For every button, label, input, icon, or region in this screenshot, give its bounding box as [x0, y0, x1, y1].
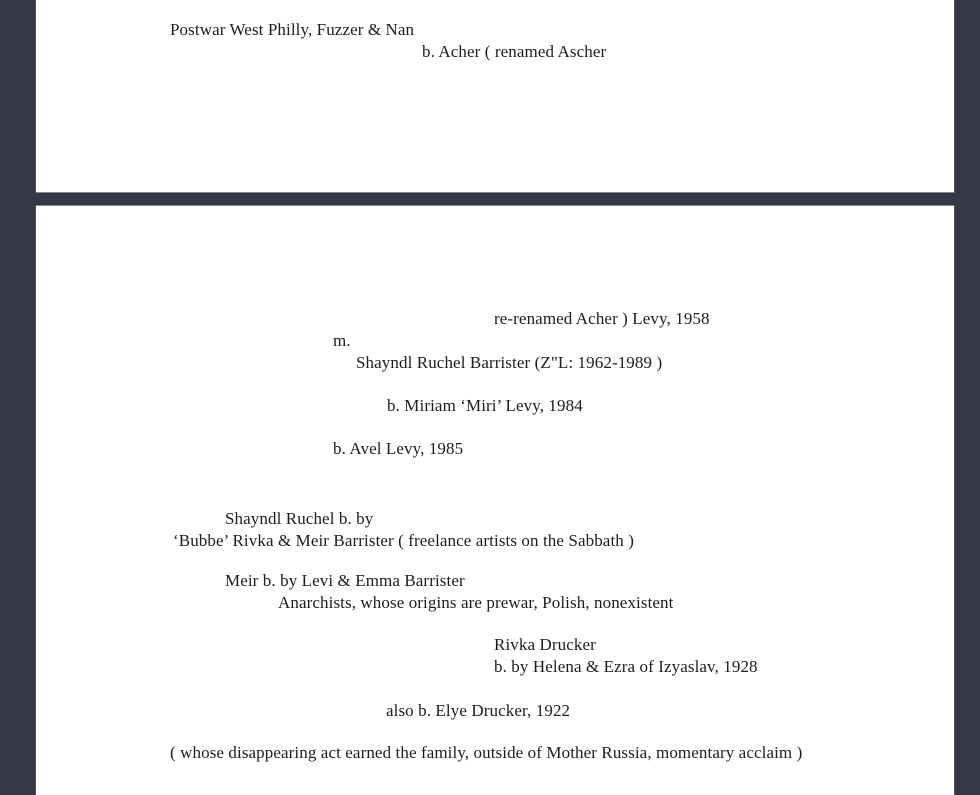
line-b-acher-renamed: b. Acher ( renamed Ascher	[422, 42, 607, 61]
line-whose-disappearing-act: ( whose disappearing act earned the family, outside of Mother Russia, momentary acclaim )	[170, 743, 803, 762]
line-m: m.	[333, 331, 351, 350]
line-b-by-helena-ezra: b. by Helena & Ezra of Izyaslav, 1928	[494, 657, 758, 676]
document-page-2	[36, 206, 954, 795]
line-postwar-west-philly: Postwar West Philly, Fuzzer & Nan	[170, 20, 415, 39]
document-page-1	[36, 0, 954, 192]
line-shayndl-ruchel-b-by: Shayndl Ruchel b. by	[225, 509, 374, 528]
line-meir-b-by-levi-emma: Meir b. by Levi & Emma Barrister	[225, 571, 465, 590]
line-bubbe-rivka-meir-barrister: ‘Bubbe’ Rivka & Meir Barrister ( freelance artists on the Sabbath )	[173, 531, 634, 550]
line-anarchists-origins: Anarchists, whose origins are prewar, Polish, nonexistent	[278, 593, 674, 612]
line-rivka-drucker: Rivka Drucker	[494, 635, 596, 654]
line-b-miriam-levy: b. Miriam ‘Miri’ Levy, 1984	[387, 396, 583, 415]
line-b-avel-levy: b. Avel Levy, 1985	[333, 439, 464, 458]
line-re-renamed-acher: re-renamed Acher ) Levy, 1958	[494, 309, 710, 328]
line-also-b-elye-drucker: also b. Elye Drucker, 1922	[386, 701, 571, 720]
line-shayndl-ruchel-barrister: Shayndl Ruchel Barrister (Z"L: 1962-1989 )	[356, 353, 663, 372]
